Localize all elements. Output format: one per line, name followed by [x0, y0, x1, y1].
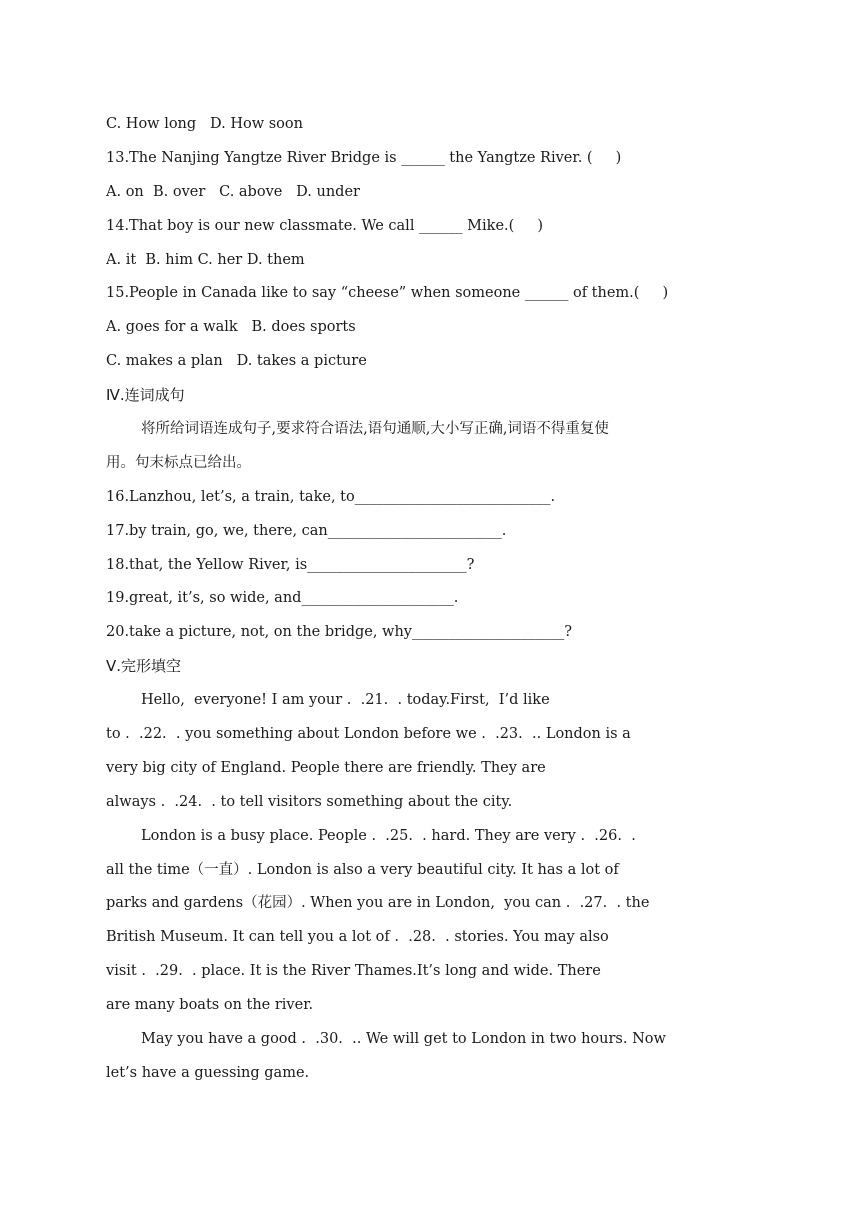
cloze-line-5: London is a busy place. People . .25. . hard. They are very . .26. . — [141, 827, 636, 844]
options-14: A. it B. him C. her D. them — [106, 251, 305, 268]
cloze-line-10: are many boats on the river. — [106, 997, 314, 1014]
cloze-line-9: visit . .29. . place. It is the River Thames.It’s long and wide. There — [106, 963, 601, 980]
sentence-item-19: 19.great, it’s, so wide, and_____________________. — [106, 590, 459, 607]
sentence-item-18: 18.that, the Yellow River, is______________________? — [106, 556, 475, 573]
cloze-line-2: to . .22. . you something about London before we . .23. .. London is a — [106, 726, 631, 743]
cloze-line-1: Hello, everyone! I am your . .21. . today.First, I’d like — [141, 692, 550, 709]
section-4-instruction-2: 用。句末标点已给出。 — [106, 454, 251, 471]
sentence-item-16: 16.Lanzhou, let’s, a train, take, to___________________________. — [106, 488, 556, 505]
cloze-line-7: parks and gardens（花园）. When you are in London, you can . .27. . the — [106, 895, 650, 912]
sentence-item-20: 20.take a picture, not, on the bridge, why_____________________? — [106, 624, 573, 641]
question-15: 15.People in Canada like to say “cheese” when someone ______ of them.( ) — [106, 285, 669, 302]
cloze-line-12: let’s have a guessing game. — [106, 1064, 310, 1081]
question-14: 14.That boy is our new classmate. We call ______ Mike.( ) — [106, 217, 543, 234]
cloze-line-6: all the time（一直）. London is also a very beautiful city. It has a lot of — [106, 861, 619, 878]
options-13: A. on B. over C. above D. under — [106, 183, 360, 200]
section-5-heading: Ⅴ.完形填空 — [106, 657, 182, 676]
cloze-line-4: always . .24. . to tell visitors something about the city. — [106, 793, 513, 810]
cloze-line-3: very big city of England. People there are friendly. They are — [106, 759, 546, 776]
section-4-instruction-1: 将所给词语连成句子,要求符合语法,语句通顺,大小写正确,词语不得重复使 — [141, 421, 609, 438]
question-13: 13.The Nanjing Yangtze River Bridge is ______ the Yangtze River. ( ) — [106, 149, 622, 166]
options-15a: A. goes for a walk B. does sports — [106, 319, 356, 336]
cloze-line-11: May you have a good . .30. .. We will get to London in two hours. Now — [141, 1031, 666, 1048]
options-15b: C. makes a plan D. takes a picture — [106, 353, 367, 370]
sentence-item-17: 17.by train, go, we, there, can________________________. — [106, 522, 507, 539]
document-page — [106, 108, 732, 1091]
section-4-heading: Ⅳ.连词成句 — [106, 386, 185, 405]
cloze-line-8: British Museum. It can tell you a lot of . .28. . stories. You may also — [106, 929, 609, 946]
option-line-12b: C. How long D. How soon — [106, 116, 303, 132]
